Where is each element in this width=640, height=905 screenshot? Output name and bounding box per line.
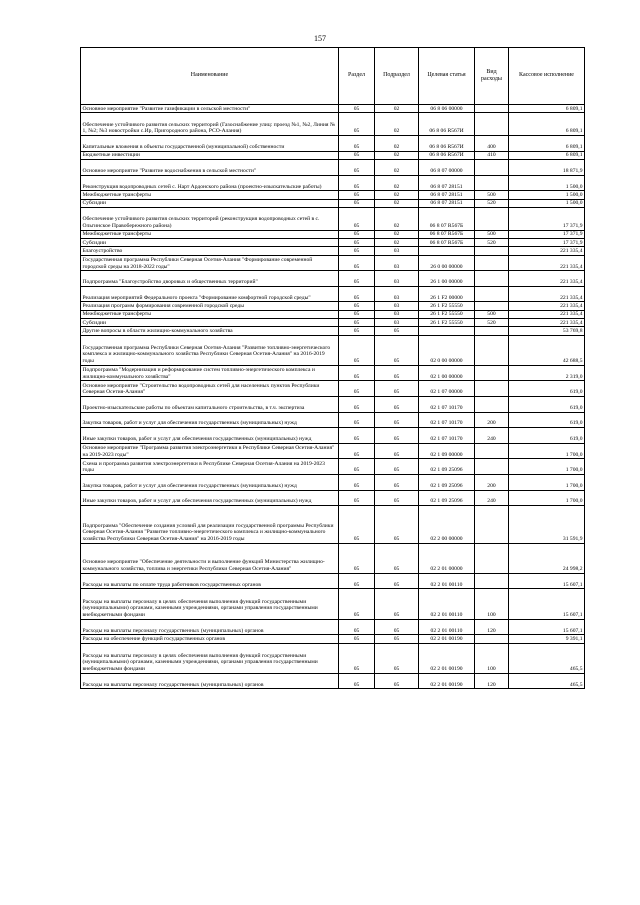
cell-target: 26 1 00 00000: [419, 271, 475, 287]
cell-section: 05: [339, 428, 375, 444]
cell-amount: 221 335,4: [509, 310, 585, 318]
cell-subsection: 05: [375, 327, 419, 335]
cell-subsection: 05: [375, 643, 419, 673]
cell-subsection: 05: [375, 428, 419, 444]
table-row: [81, 113, 585, 136]
cell-type: 520: [475, 199, 509, 207]
cell-section: 05: [339, 113, 375, 136]
cell-subsection: 02: [375, 199, 419, 207]
cell-amount: 24 998,2: [509, 543, 585, 573]
cell-subsection: 05: [375, 673, 419, 689]
cell-target: 06 8 07 R567Б: [419, 207, 475, 230]
cell-amount: 619,0: [509, 428, 585, 444]
table-row: [81, 247, 585, 255]
table-row: [81, 310, 585, 318]
cell-subsection: 02: [375, 151, 419, 159]
table-row: [81, 207, 585, 230]
table-row: [81, 459, 585, 475]
cell-section: 05: [339, 199, 375, 207]
header-target: Целевая статья: [419, 48, 475, 105]
cell-amount: 465,5: [509, 673, 585, 689]
header-amount: Кассовое исполнение: [509, 48, 585, 105]
cell-amount: 1 500,0: [509, 199, 585, 207]
cell-subsection: 03: [375, 271, 419, 287]
table-row: [81, 543, 585, 573]
table-row: [81, 271, 585, 287]
cell-amount: 1 700,0: [509, 459, 585, 475]
cell-section: 05: [339, 643, 375, 673]
cell-target: 02 2 01 00190: [419, 673, 475, 689]
cell-section: 05: [339, 302, 375, 310]
cell-type: 400: [475, 136, 509, 152]
table-row: [81, 319, 585, 327]
table-row: [81, 151, 585, 159]
cell-target: 06 8 07 R567Б: [419, 239, 475, 247]
cell-name: Расходы на обеспечение функций государственных органов: [81, 635, 339, 643]
cell-name: Подпрограмма "Модернизация и реформирование систем топливно-энергетического комплекса и жилищно-коммунального хозяйства": [81, 365, 339, 381]
cell-section: 05: [339, 191, 375, 199]
cell-subsection: 05: [375, 490, 419, 506]
cell-target: 06 8 07 28151: [419, 191, 475, 199]
table-row: [81, 286, 585, 302]
cell-subsection: 03: [375, 286, 419, 302]
cell-name: Иные закупки товаров, работ и услуг для обеспечения государственных (муниципальных) нужд: [81, 490, 339, 506]
cell-subsection: 02: [375, 105, 419, 113]
table-row: [81, 255, 585, 271]
table-row: [81, 506, 585, 544]
cell-amount: 17 371,9: [509, 207, 585, 230]
table-row: [81, 428, 585, 444]
cell-subsection: 05: [375, 335, 419, 365]
cell-type: [475, 175, 509, 191]
cell-type: [475, 573, 509, 589]
cell-section: 05: [339, 673, 375, 689]
cell-section: 05: [339, 490, 375, 506]
cell-name: Схема и программа развития электроэнергетики в Республике Северная Осетия-Алания на 2019-2023 годы: [81, 459, 339, 475]
cell-name: Расходы на выплаты персоналу государственных (муниципальных) органов: [81, 673, 339, 689]
cell-name: Государственная программа Республики Северная Осетия-Алания "Развитие топливно-энергетического комплекса и жилищно-коммунального хозяйства Республики Северная Осетия-Алания" на 2016-2019 годы: [81, 335, 339, 365]
cell-amount: 15 607,1: [509, 573, 585, 589]
cell-type: [475, 506, 509, 544]
table-row: [81, 191, 585, 199]
cell-section: 05: [339, 459, 375, 475]
cell-section: 05: [339, 239, 375, 247]
cell-section: 05: [339, 327, 375, 335]
cell-target: [419, 247, 475, 255]
cell-target: 06 8 07 R567Б: [419, 230, 475, 238]
cell-section: 05: [339, 255, 375, 271]
cell-type: [475, 255, 509, 271]
cell-subsection: 03: [375, 319, 419, 327]
table-row: [81, 619, 585, 635]
cell-name: Реализация программ формирования современной городской среды: [81, 302, 339, 310]
cell-section: 05: [339, 207, 375, 230]
cell-section: 05: [339, 381, 375, 397]
cell-subsection: 05: [375, 506, 419, 544]
cell-amount: 619,0: [509, 381, 585, 397]
table-row: [81, 175, 585, 191]
cell-amount: 221 335,4: [509, 247, 585, 255]
cell-name: Основное мероприятие "Обеспечение деятельности и выполнение функций Министерства жилищно-коммунального хозяйства, топлива и энергетики Республики Северная Осетия-Алания": [81, 543, 339, 573]
cell-section: 05: [339, 573, 375, 589]
cell-amount: 1 700,0: [509, 490, 585, 506]
table-row: [81, 105, 585, 113]
cell-subsection: 05: [375, 365, 419, 381]
cell-amount: 15 607,1: [509, 589, 585, 619]
cell-amount: 9 391,1: [509, 635, 585, 643]
cell-section: 05: [339, 443, 375, 459]
cell-subsection: 02: [375, 239, 419, 247]
table-row: [81, 412, 585, 428]
cell-type: 500: [475, 230, 509, 238]
cell-section: 05: [339, 635, 375, 643]
cell-section: 05: [339, 247, 375, 255]
cell-subsection: 02: [375, 136, 419, 152]
budget-table: [80, 47, 585, 689]
cell-type: [475, 105, 509, 113]
cell-section: 05: [339, 160, 375, 176]
cell-type: [475, 113, 509, 136]
cell-target: 02 2 01 00190: [419, 643, 475, 673]
cell-target: 02 1 09 25096: [419, 490, 475, 506]
table-row: [81, 136, 585, 152]
cell-target: 02 2 01 00190: [419, 635, 475, 643]
cell-type: 520: [475, 239, 509, 247]
cell-amount: 18 871,9: [509, 160, 585, 176]
cell-target: 06 8 06 00000: [419, 105, 475, 113]
header-name: Наименование: [81, 48, 339, 105]
cell-amount: 42 688,5: [509, 335, 585, 365]
cell-subsection: 03: [375, 302, 419, 310]
cell-type: [475, 247, 509, 255]
cell-amount: 619,0: [509, 412, 585, 428]
cell-subsection: 05: [375, 635, 419, 643]
table-row: [81, 160, 585, 176]
cell-type: [475, 160, 509, 176]
cell-target: 02 1 07 10170: [419, 428, 475, 444]
cell-type: 120: [475, 673, 509, 689]
cell-amount: 2 319,0: [509, 365, 585, 381]
cell-section: 05: [339, 335, 375, 365]
cell-name: Расходы на выплаты персоналу в целях обеспечения выполнения функций государственными (муниципальными) органами, казенными учреждениями, органами управления государственными внебюджетными фондами: [81, 643, 339, 673]
cell-target: 02 1 09 25096: [419, 474, 475, 490]
cell-target: 06 8 06 R567И: [419, 151, 475, 159]
cell-type: [475, 443, 509, 459]
cell-type: 120: [475, 619, 509, 635]
cell-section: 05: [339, 310, 375, 318]
cell-subsection: 05: [375, 443, 419, 459]
cell-type: [475, 365, 509, 381]
cell-subsection: 02: [375, 207, 419, 230]
cell-section: 05: [339, 506, 375, 544]
cell-name: Расходы на выплаты персоналу в целях обеспечения выполнения функций государственными (муниципальными) органами, казенными учреждениями, органами управления государственными внебюджетными фондами: [81, 589, 339, 619]
cell-amount: 221 335,4: [509, 271, 585, 287]
cell-amount: 221 335,4: [509, 286, 585, 302]
cell-section: 05: [339, 105, 375, 113]
cell-name: Благоустройство: [81, 247, 339, 255]
cell-name: Основное мероприятие "Развитие водоснабжения в сельской местности": [81, 160, 339, 176]
cell-subsection: 05: [375, 543, 419, 573]
cell-subsection: 05: [375, 573, 419, 589]
cell-target: [419, 327, 475, 335]
cell-section: 05: [339, 474, 375, 490]
header-section: Раздел: [339, 48, 375, 105]
cell-target: 02 1 07 00000: [419, 381, 475, 397]
cell-amount: 6 809,1: [509, 113, 585, 136]
cell-target: 02 1 09 25096: [419, 459, 475, 475]
cell-type: [475, 302, 509, 310]
cell-name: Реализация мероприятий Федерального проекта "Формирование комфортной городской среды": [81, 286, 339, 302]
cell-type: [475, 459, 509, 475]
page-number: 157: [314, 34, 326, 43]
cell-amount: 6 809,1: [509, 136, 585, 152]
cell-name: Расходы на выплаты по оплате труда работников государственных органов: [81, 573, 339, 589]
table-row: [81, 199, 585, 207]
table-row: [81, 302, 585, 310]
cell-name: Реконструкция водопроводных сетей с. Нарт Ардонского района (проектно-изыскательские работы): [81, 175, 339, 191]
cell-type: 240: [475, 490, 509, 506]
cell-target: 02 1 07 10170: [419, 412, 475, 428]
cell-type: 100: [475, 643, 509, 673]
cell-amount: 1 700,0: [509, 443, 585, 459]
cell-name: Подпрограмма "Благоустройство дворовых и общественных территорий": [81, 271, 339, 287]
cell-target: 06 8 07 00000: [419, 160, 475, 176]
cell-amount: 31 591,9: [509, 506, 585, 544]
cell-amount: 15 607,1: [509, 619, 585, 635]
cell-section: 05: [339, 589, 375, 619]
cell-name: Межбюджетные трансферты: [81, 191, 339, 199]
cell-type: [475, 396, 509, 412]
cell-name: Иные закупки товаров, работ и услуг для обеспечения государственных (муниципальных) нужд: [81, 428, 339, 444]
cell-subsection: 05: [375, 619, 419, 635]
cell-subsection: 02: [375, 160, 419, 176]
cell-type: [475, 335, 509, 365]
table-row: [81, 573, 585, 589]
cell-type: 100: [475, 589, 509, 619]
cell-target: 02 2 01 00110: [419, 573, 475, 589]
table-row: [81, 673, 585, 689]
cell-section: 05: [339, 319, 375, 327]
cell-type: 200: [475, 412, 509, 428]
cell-type: [475, 286, 509, 302]
cell-target: 06 8 06 R567И: [419, 113, 475, 136]
cell-section: 05: [339, 365, 375, 381]
cell-section: 05: [339, 543, 375, 573]
cell-amount: 6 809,1: [509, 105, 585, 113]
cell-target: 06 8 07 28151: [419, 199, 475, 207]
cell-type: [475, 381, 509, 397]
cell-amount: 465,5: [509, 643, 585, 673]
cell-target: 26 1 F2 55550: [419, 310, 475, 318]
cell-name: Закупка товаров, работ и услуг для обеспечения государственных (муниципальных) нужд: [81, 412, 339, 428]
cell-name: Субсидии: [81, 239, 339, 247]
cell-target: 02 2 01 00110: [419, 619, 475, 635]
table-row: [81, 239, 585, 247]
cell-type: 500: [475, 310, 509, 318]
cell-subsection: 05: [375, 459, 419, 475]
cell-type: [475, 543, 509, 573]
cell-type: 200: [475, 474, 509, 490]
cell-target: 02 0 00 00000: [419, 335, 475, 365]
cell-target: 26 1 F2 00000: [419, 286, 475, 302]
cell-name: Основное мероприятие "Развитие газификации в сельской местности": [81, 105, 339, 113]
cell-target: 02 1 07 10170: [419, 396, 475, 412]
table-row: [81, 443, 585, 459]
table-row: [81, 474, 585, 490]
table-row: [81, 381, 585, 397]
cell-subsection: 05: [375, 474, 419, 490]
header-type: Вид расходы: [475, 48, 509, 105]
cell-section: 05: [339, 230, 375, 238]
table-row: [81, 635, 585, 643]
table-row: [81, 335, 585, 365]
cell-amount: 619,0: [509, 396, 585, 412]
cell-section: 05: [339, 151, 375, 159]
cell-name: Субсидии: [81, 199, 339, 207]
cell-subsection: 05: [375, 412, 419, 428]
cell-name: Основное мероприятие "Программа развития электроэнергетики в Республике Северная Осетия-Алания" на 2019-2023 годы": [81, 443, 339, 459]
cell-name: Субсидии: [81, 319, 339, 327]
cell-name: Межбюджетные трансферты: [81, 310, 339, 318]
cell-type: 500: [475, 191, 509, 199]
cell-target: 02 1 00 00000: [419, 365, 475, 381]
cell-subsection: 02: [375, 113, 419, 136]
cell-amount: 17 371,9: [509, 239, 585, 247]
table-row: [81, 589, 585, 619]
cell-amount: 221 335,4: [509, 319, 585, 327]
cell-amount: 221 335,4: [509, 302, 585, 310]
cell-subsection: 02: [375, 191, 419, 199]
cell-type: 240: [475, 428, 509, 444]
cell-section: 05: [339, 286, 375, 302]
cell-name: Капитальные вложения в объекты государственной (муниципальной) собственности: [81, 136, 339, 152]
cell-target: 26 0 00 00000: [419, 255, 475, 271]
cell-amount: 17 371,9: [509, 230, 585, 238]
cell-name: Межбюджетные трансферты: [81, 230, 339, 238]
cell-section: 05: [339, 271, 375, 287]
cell-subsection: 02: [375, 230, 419, 238]
cell-name: Другие вопросы в области жилищно-коммунального хозяйства: [81, 327, 339, 335]
cell-target: 02 2 01 00000: [419, 543, 475, 573]
cell-type: [475, 327, 509, 335]
table-row: [81, 643, 585, 673]
table-row: [81, 230, 585, 238]
cell-name: Основное мероприятие "Строительство водопроводных сетей для населенных пунктов Республики Северная Осетия-Алания": [81, 381, 339, 397]
table-header-row: [81, 48, 585, 105]
cell-amount: 53 769,8: [509, 327, 585, 335]
cell-subsection: 05: [375, 396, 419, 412]
cell-type: [475, 207, 509, 230]
cell-target: 26 1 F2 55550: [419, 319, 475, 327]
cell-type: [475, 271, 509, 287]
cell-target: 02 2 00 00000: [419, 506, 475, 544]
cell-amount: 221 335,4: [509, 255, 585, 271]
cell-target: 02 2 01 00110: [419, 589, 475, 619]
cell-section: 05: [339, 619, 375, 635]
cell-target: 26 1 F2 55550: [419, 302, 475, 310]
table-row: [81, 365, 585, 381]
cell-subsection: 05: [375, 381, 419, 397]
cell-name: Обеспечение устойчивого развития сельских территорий (реконструкция водопроводных сетей в с. Ольгинское Правобережного района): [81, 207, 339, 230]
cell-type: 520: [475, 319, 509, 327]
cell-subsection: 03: [375, 247, 419, 255]
cell-section: 05: [339, 175, 375, 191]
cell-name: Проектно-изыскательские работы по объектам капитального строительства, в т.ч. экспертиза: [81, 396, 339, 412]
cell-name: Государственная программа Республики Северная Осетия-Алания "Формирование современной городской среды на 2018-2022 годы": [81, 255, 339, 271]
cell-subsection: 02: [375, 175, 419, 191]
table-row: [81, 396, 585, 412]
cell-target: 06 8 06 R567И: [419, 136, 475, 152]
table-row: [81, 490, 585, 506]
cell-section: 05: [339, 136, 375, 152]
cell-amount: 1 500,0: [509, 175, 585, 191]
cell-subsection: 03: [375, 310, 419, 318]
cell-section: 05: [339, 396, 375, 412]
header-subsection: Подраздел: [375, 48, 419, 105]
cell-type: 410: [475, 151, 509, 159]
cell-type: [475, 635, 509, 643]
cell-name: Закупка товаров, работ и услуг для обеспечения государственных (муниципальных) нужд: [81, 474, 339, 490]
cell-subsection: 05: [375, 589, 419, 619]
cell-name: Обеспечение устойчивого развития сельских территорий (Газоснабжение улиц: проезд №1, №2, Линия № 1, №2; №3 новостройки с.Ир, Пригородного района, РСО-Алания): [81, 113, 339, 136]
cell-amount: 6 809,1: [509, 151, 585, 159]
cell-name: Бюджетные инвестиции: [81, 151, 339, 159]
table-row: [81, 327, 585, 335]
cell-target: 02 1 09 00000: [419, 443, 475, 459]
cell-subsection: 03: [375, 255, 419, 271]
cell-name: Подпрограмма "Обеспечение создания условий для реализации государственной программы Республики Северная Осетия-Алания "Развитие топливно-энергетического комплекса и жилищно-коммунального хозяйства Республики Северная Осетия-Алания" на 2016-2019 годы: [81, 506, 339, 544]
cell-name: Расходы на выплаты персоналу государственных (муниципальных) органов: [81, 619, 339, 635]
cell-amount: 1 700,0: [509, 474, 585, 490]
cell-amount: 1 500,0: [509, 191, 585, 199]
cell-target: 06 8 07 28151: [419, 175, 475, 191]
cell-section: 05: [339, 412, 375, 428]
